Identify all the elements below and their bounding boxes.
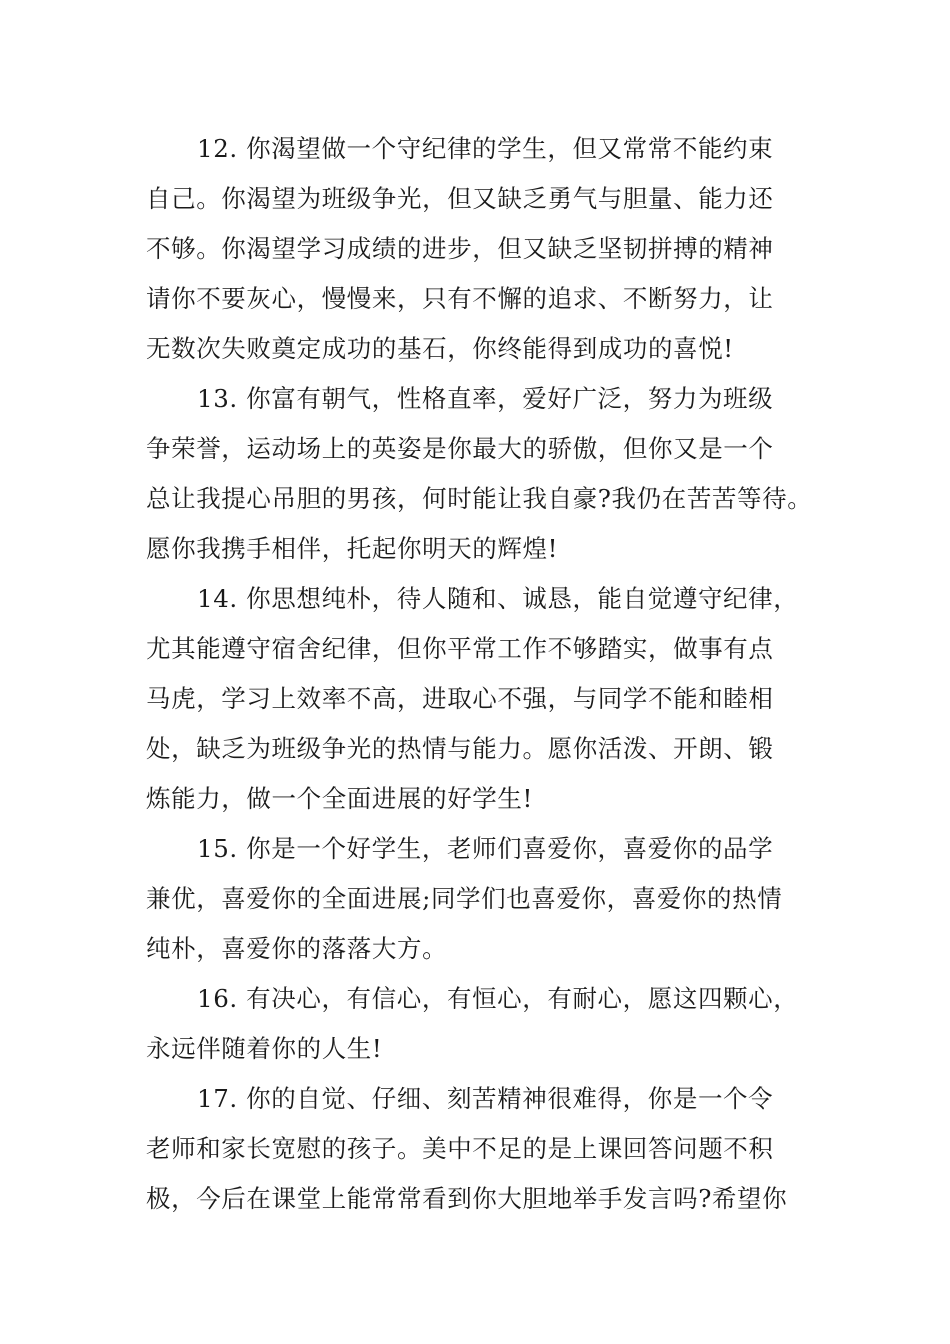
text-line: 纯朴，喜爱你的落落大方。 (146, 934, 448, 963)
text-line: 13. 你富有朝气，性格直率，爱好广泛，努力为班级 (197, 384, 774, 413)
text-line: 马虎，学习上效率不高，进取心不强，与同学不能和睦相 (146, 684, 774, 713)
text-line: 17. 你的自觉、仔细、刻苦精神很难得，你是一个令 (197, 1084, 774, 1113)
text-line: 极，今后在课堂上能常常看到你大胆地举手发言吗?希望你 (146, 1184, 788, 1213)
text-line: 永远伴随着你的人生! (146, 1034, 383, 1063)
text-line: 处，缺乏为班级争光的热情与能力。愿你活泼、开朗、锻 (146, 734, 774, 763)
text-line: 15. 你是一个好学生，老师们喜爱你，喜爱你的品学 (197, 834, 774, 863)
text-line: 争荣誉，运动场上的英姿是你最大的骄傲，但你又是一个 (146, 434, 774, 463)
text-line: 自己。你渴望为班级争光，但又缺乏勇气与胆量、能力还 (146, 184, 774, 213)
text-line: 12. 你渴望做一个守纪律的学生，但又常常不能约束 (197, 134, 774, 163)
text-line: 无数次失败奠定成功的基石，你终能得到成功的喜悦! (146, 334, 734, 363)
text-line: 兼优，喜爱你的全面进展;同学们也喜爱你，喜爱你的热情 (146, 884, 783, 913)
text-line: 老师和家长宽慰的孩子。美中不足的是上课回答问题不积 (146, 1134, 774, 1163)
text-line: 请你不要灰心，慢慢来，只有不懈的追求、不断努力，让 (146, 284, 774, 313)
text-line: 炼能力，做一个全面进展的好学生! (146, 784, 533, 813)
text-line: 16. 有决心，有信心，有恒心，有耐心，愿这四颗心， (197, 984, 799, 1013)
text-line: 14. 你思想纯朴，待人随和、诚恳，能自觉遵守纪律， (197, 584, 799, 613)
text-line: 愿你我携手相伴，托起你明天的辉煌! (146, 534, 559, 563)
text-line: 尤其能遵守宿舍纪律，但你平常工作不够踏实，做事有点 (146, 634, 774, 663)
text-line: 总让我提心吊胆的男孩，何时能让我自豪?我仍在苦苦等待。 (146, 484, 813, 513)
text-line: 不够。你渴望学习成绩的进步，但又缺乏坚韧拼搏的精神 (146, 234, 774, 263)
